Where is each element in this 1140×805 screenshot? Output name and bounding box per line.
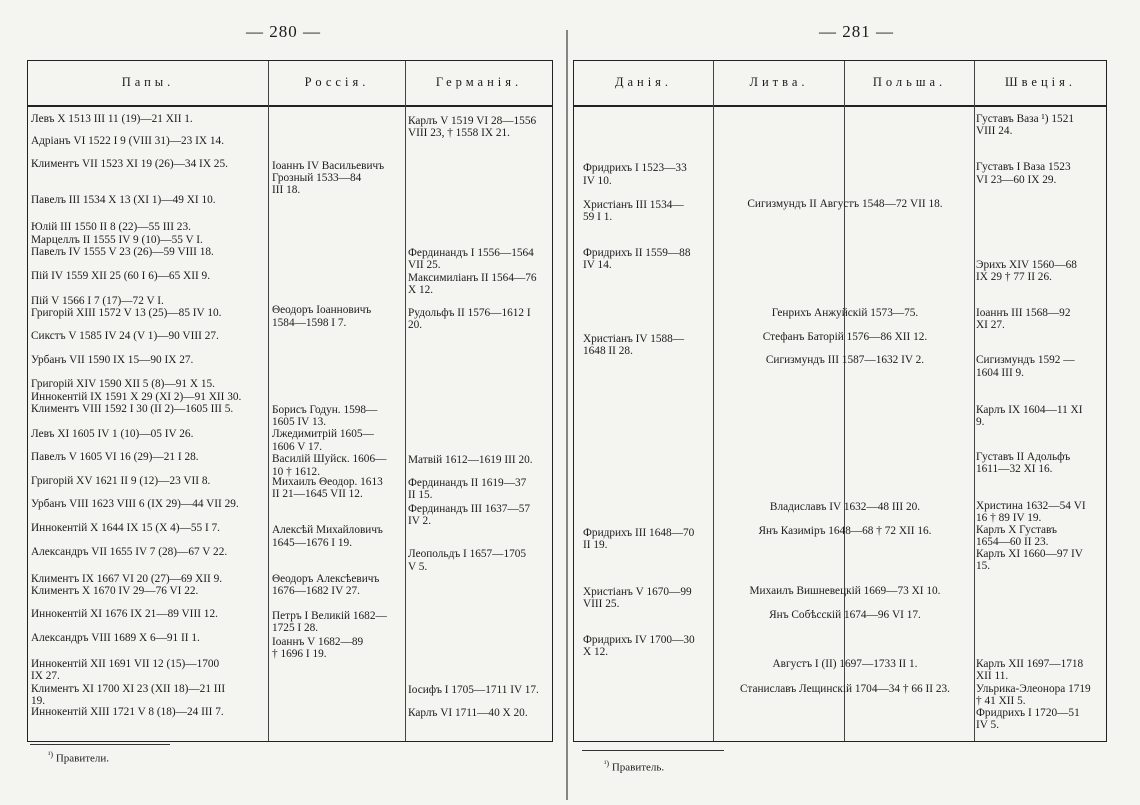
header-germany: Германія.: [435, 75, 523, 89]
sweden-entry: † 41 XII 5.: [976, 695, 1026, 707]
sweden-entry: Карлъ X Густавъ: [976, 524, 1057, 536]
denmark-entry: Фридрихъ IV 1700—30: [583, 634, 695, 646]
sweden-entry: Густавъ Ваза ¹) 1521: [976, 113, 1074, 125]
column-divider: [268, 61, 269, 741]
denmark-entry: Христіанъ V 1670—99: [583, 586, 692, 598]
russia-entry: Θеодоръ Іоанновичъ: [272, 304, 372, 316]
sweden-entry: Карлъ XII 1697—1718: [976, 658, 1084, 670]
russia-entry: Михаилъ Θеодор. 1613: [272, 476, 383, 488]
page-number-right: — 281 —: [819, 22, 894, 41]
papy-entry: 19.: [31, 695, 46, 707]
denmark-entry: VIII 25.: [583, 598, 620, 610]
page-gutter: [566, 30, 568, 800]
sweden-entry: Густавъ II Адольфъ: [976, 451, 1071, 463]
column-divider: [713, 61, 714, 741]
header-poland: Польша.: [872, 75, 947, 89]
sweden-entry: Іоаннъ III 1568—92: [976, 307, 1071, 319]
denmark-entry: II 19.: [583, 539, 608, 551]
germany-entry: II 15.: [408, 489, 433, 501]
russia-entry: † 1696 I 19.: [272, 648, 327, 660]
papy-entry: Иннокентій XII 1691 VII 12 (15)—1700: [31, 658, 220, 670]
russia-entry: Іоаннъ IV Васильевичъ: [272, 160, 385, 172]
sweden-entry: Карлъ IX 1604—11 XI: [976, 404, 1083, 416]
russia-entry: Лжедимитрій 1605—: [272, 428, 374, 440]
papy-entry: Адріанъ VI 1522 I 9 (VIII 31)—23 IX 14.: [31, 135, 225, 147]
header-denmark: Данія.: [614, 75, 673, 89]
sweden-entry: IV 5.: [976, 719, 1000, 731]
russia-entry: 1725 I 28.: [272, 622, 319, 634]
lithuania-poland-entry: Стефанъ Баторій 1576—86 XII 12.: [762, 331, 928, 343]
denmark-entry: X 12.: [583, 646, 609, 658]
lithuania-poland-entry: Михаилъ Вишневецкій 1669—73 XI 10.: [749, 585, 941, 597]
papy-entry: Климентъ XI 1700 XI 23 (XII 18)—21 III: [31, 683, 226, 695]
germany-entry: Іосифъ I 1705—1711 IV 17.: [408, 684, 539, 696]
papy-entry: Павелъ IV 1555 V 23 (26)—59 VIII 18.: [31, 246, 214, 258]
germany-entry: 20.: [408, 319, 423, 331]
left-table-header: [28, 61, 552, 107]
papy-entry: Григорій XIII 1572 V 13 (25)—85 IV 10.: [31, 307, 222, 319]
papy-entry: Климентъ X 1670 IV 29—76 VI 22.: [31, 585, 199, 597]
sweden-entry: Густавъ I Ваза 1523: [976, 161, 1071, 173]
russia-entry: Грозный 1533—84: [272, 172, 362, 184]
papy-entry: Павелъ V 1605 VI 16 (29)—21 I 28.: [31, 451, 199, 463]
papy-entry: IX 27.: [31, 670, 60, 682]
footnote-rule-right: [582, 750, 724, 751]
russia-entry: Борисъ Годун. 1598—: [272, 404, 378, 416]
denmark-entry: Фридрихъ II 1559—88: [583, 247, 691, 259]
sweden-entry: 15.: [976, 560, 991, 572]
sweden-entry: Карлъ XI 1660—97 IV: [976, 548, 1083, 560]
russia-entry: Іоаннъ V 1682—89: [272, 636, 364, 648]
denmark-entry: Фридрихъ I 1523—33: [583, 162, 687, 174]
germany-entry: Фердинандъ II 1619—37: [408, 477, 527, 489]
footnote-left: [48, 750, 109, 765]
russia-entry: 1584—1598 I 7.: [272, 317, 347, 329]
denmark-entry: 59 I 1.: [583, 211, 613, 223]
lithuania-poland-entry: Сигизмундъ III 1587—1632 IV 2.: [765, 354, 925, 366]
sweden-entry: XI 27.: [976, 319, 1005, 331]
germany-entry: VII 25.: [408, 259, 441, 271]
sweden-entry: Христина 1632—54 VI: [976, 500, 1086, 512]
germany-entry: Фердинандъ III 1637—57: [408, 503, 531, 515]
sweden-entry: 1611—32 XI 16.: [976, 463, 1053, 475]
denmark-entry: Фридрихъ III 1648—70: [583, 527, 695, 539]
lithuania-poland-entry: Станиславъ Лещинскій 1704—34 † 66 II 23.: [740, 683, 950, 695]
denmark-entry: IV 14.: [583, 259, 612, 271]
denmark-entry: Христіанъ III 1534—: [583, 199, 684, 211]
denmark-entry: 1648 II 28.: [583, 345, 633, 357]
russia-entry: 10 † 1612.: [272, 466, 321, 478]
papy-entry: Климентъ VII 1523 XI 19 (26)—34 IX 25.: [31, 158, 228, 170]
papy-entry: Григорій XV 1621 II 9 (12)—23 VII 8.: [31, 475, 211, 487]
sweden-entry: Ульрика-Элеонора 1719: [976, 683, 1091, 695]
russia-entry: II 21—1645 VII 12.: [272, 488, 363, 500]
header-lithuania: Литва.: [749, 75, 809, 89]
right-table-header: [574, 61, 1106, 107]
papy-entry: Урбанъ VII 1590 IX 15—90 IX 27.: [31, 354, 194, 366]
papy-entry: Климентъ VIII 1592 I 30 (II 2)—1605 III 5.: [31, 403, 234, 415]
lithuania-poland-entry: Августъ I (II) 1697—1733 II 1.: [772, 658, 918, 670]
russia-entry: 1676—1682 IV 27.: [272, 585, 360, 597]
papy-entry: Павелъ III 1534 X 13 (XI 1)—49 XI 10.: [31, 194, 216, 206]
papy-entry: Марцеллъ II 1555 IV 9 (10)—55 V I.: [31, 234, 203, 246]
papy-entry: Иннокентій XI 1676 IX 21—89 VIII 12.: [31, 608, 218, 620]
denmark-entry: IV 10.: [583, 175, 612, 187]
germany-entry: VIII 23, † 1558 IX 21.: [408, 127, 510, 139]
papy-entry: Климентъ IX 1667 VI 20 (27)—69 XII 9.: [31, 573, 223, 585]
papy-entry: Иннокентій IX 1591 X 29 (XI 2)—91 XII 30.: [31, 391, 242, 403]
germany-entry: X 12.: [408, 284, 434, 296]
sweden-entry: 9.: [976, 416, 985, 428]
denmark-entry: Христіанъ IV 1588—: [583, 333, 685, 345]
column-divider: [974, 61, 975, 741]
russia-entry: 1645—1676 I 19.: [272, 537, 353, 549]
germany-entry: Леопольдъ I 1657—1705: [408, 548, 527, 560]
papy-entry: Пій V 1566 I 7 (17)—72 V I.: [31, 295, 164, 307]
column-divider: [844, 61, 845, 741]
sweden-entry: VI 23—60 IX 29.: [976, 174, 1057, 186]
papy-entry: Иннокентій XIII 1721 V 8 (18)—24 III 7.: [31, 706, 224, 718]
sweden-entry: 1604 III 9.: [976, 367, 1025, 379]
germany-entry: Карлъ V 1519 VI 28—1556: [408, 115, 537, 127]
header-sweden: Швеція.: [1004, 75, 1077, 89]
germany-entry: Рудольфъ II 1576—1612 I: [408, 307, 531, 319]
papy-entry: Юлій III 1550 II 8 (22)—55 III 23.: [31, 221, 191, 233]
footnote-rule-left: [30, 744, 170, 745]
germany-entry: IV 2.: [408, 515, 432, 527]
papy-entry: Левъ X 1513 III 11 (19)—21 XII 1.: [31, 113, 193, 125]
sweden-entry: 16 † 89 IV 19.: [976, 512, 1042, 524]
lithuania-poland-entry: Янъ Собѣсскій 1674—96 VI 17.: [769, 609, 921, 621]
header-papy: Папы.: [121, 75, 175, 89]
papy-entry: Урбанъ VIII 1623 VIII 6 (IX 29)—44 VII 29.: [31, 498, 239, 510]
russia-entry: Василій Шуйск. 1606—: [272, 453, 387, 465]
russia-entry: Θеодоръ Алексѣевичъ: [272, 573, 380, 585]
papy-entry: Пій IV 1559 XII 25 (60 I 6)—65 XII 9.: [31, 270, 211, 282]
germany-entry: Фердинандъ I 1556—1564: [408, 247, 534, 259]
papy-entry: Иннокентій X 1644 IX 15 (X 4)—55 I 7.: [31, 522, 221, 534]
russia-entry: III 18.: [272, 184, 301, 196]
papy-entry: Григорій XIV 1590 XII 5 (8)—91 X 15.: [31, 378, 215, 390]
footnote-mark: ¹): [48, 750, 54, 759]
page-number-left: — 280 —: [246, 22, 321, 41]
sweden-entry: Эрихъ XIV 1560—68: [976, 259, 1077, 271]
papy-entry: Александръ VII 1655 IV 7 (28)—67 V 22.: [31, 546, 228, 558]
lithuania-poland-entry: Генрихъ Анжуйскій 1573—75.: [771, 307, 919, 319]
sweden-entry: VIII 24.: [976, 125, 1013, 137]
sweden-entry: 1654—60 II 23.: [976, 536, 1049, 548]
footnote-text: Правители.: [55, 752, 110, 765]
papy-entry: Сикстъ V 1585 IV 24 (V 1)—90 VIII 27.: [31, 330, 219, 342]
footnote-right: [604, 759, 664, 774]
russia-entry: Петръ I Великій 1682—: [272, 610, 387, 622]
russia-entry: Алексѣй Михайловичъ: [272, 524, 383, 536]
germany-entry: Максимиліанъ II 1564—76: [408, 272, 537, 284]
lithuania-poland-entry: Янъ Казиміръ 1648—68 † 72 XII 16.: [758, 525, 932, 537]
sweden-entry: Фридрихъ I 1720—51: [976, 707, 1080, 719]
column-divider: [405, 61, 406, 741]
sweden-entry: IX 29 † 77 II 26.: [976, 271, 1052, 283]
sweden-entry: XII 11.: [976, 670, 1009, 682]
papy-entry: Александръ VIII 1689 X 6—91 II 1.: [31, 632, 200, 644]
footnote-text: Правитель.: [611, 761, 665, 774]
germany-entry: V 5.: [408, 561, 428, 573]
russia-entry: 1605 IV 13.: [272, 416, 327, 428]
germany-entry: Карлъ VI 1711—40 X 20.: [408, 707, 528, 719]
lithuania-poland-entry: Сигизмундъ II Августъ 1548—72 VII 18.: [747, 198, 943, 210]
footnote-mark: ¹): [604, 759, 610, 768]
germany-entry: Матвій 1612—1619 III 20.: [408, 454, 533, 466]
lithuania-poland-entry: Владиславъ IV 1632—48 III 20.: [769, 501, 921, 513]
papy-entry: Левъ XI 1605 IV 1 (10)—05 IV 26.: [31, 428, 194, 440]
russia-entry: 1606 V 17.: [272, 441, 323, 453]
sweden-entry: Сигизмундъ 1592 —: [976, 354, 1075, 366]
header-russia: Россія.: [304, 75, 370, 89]
